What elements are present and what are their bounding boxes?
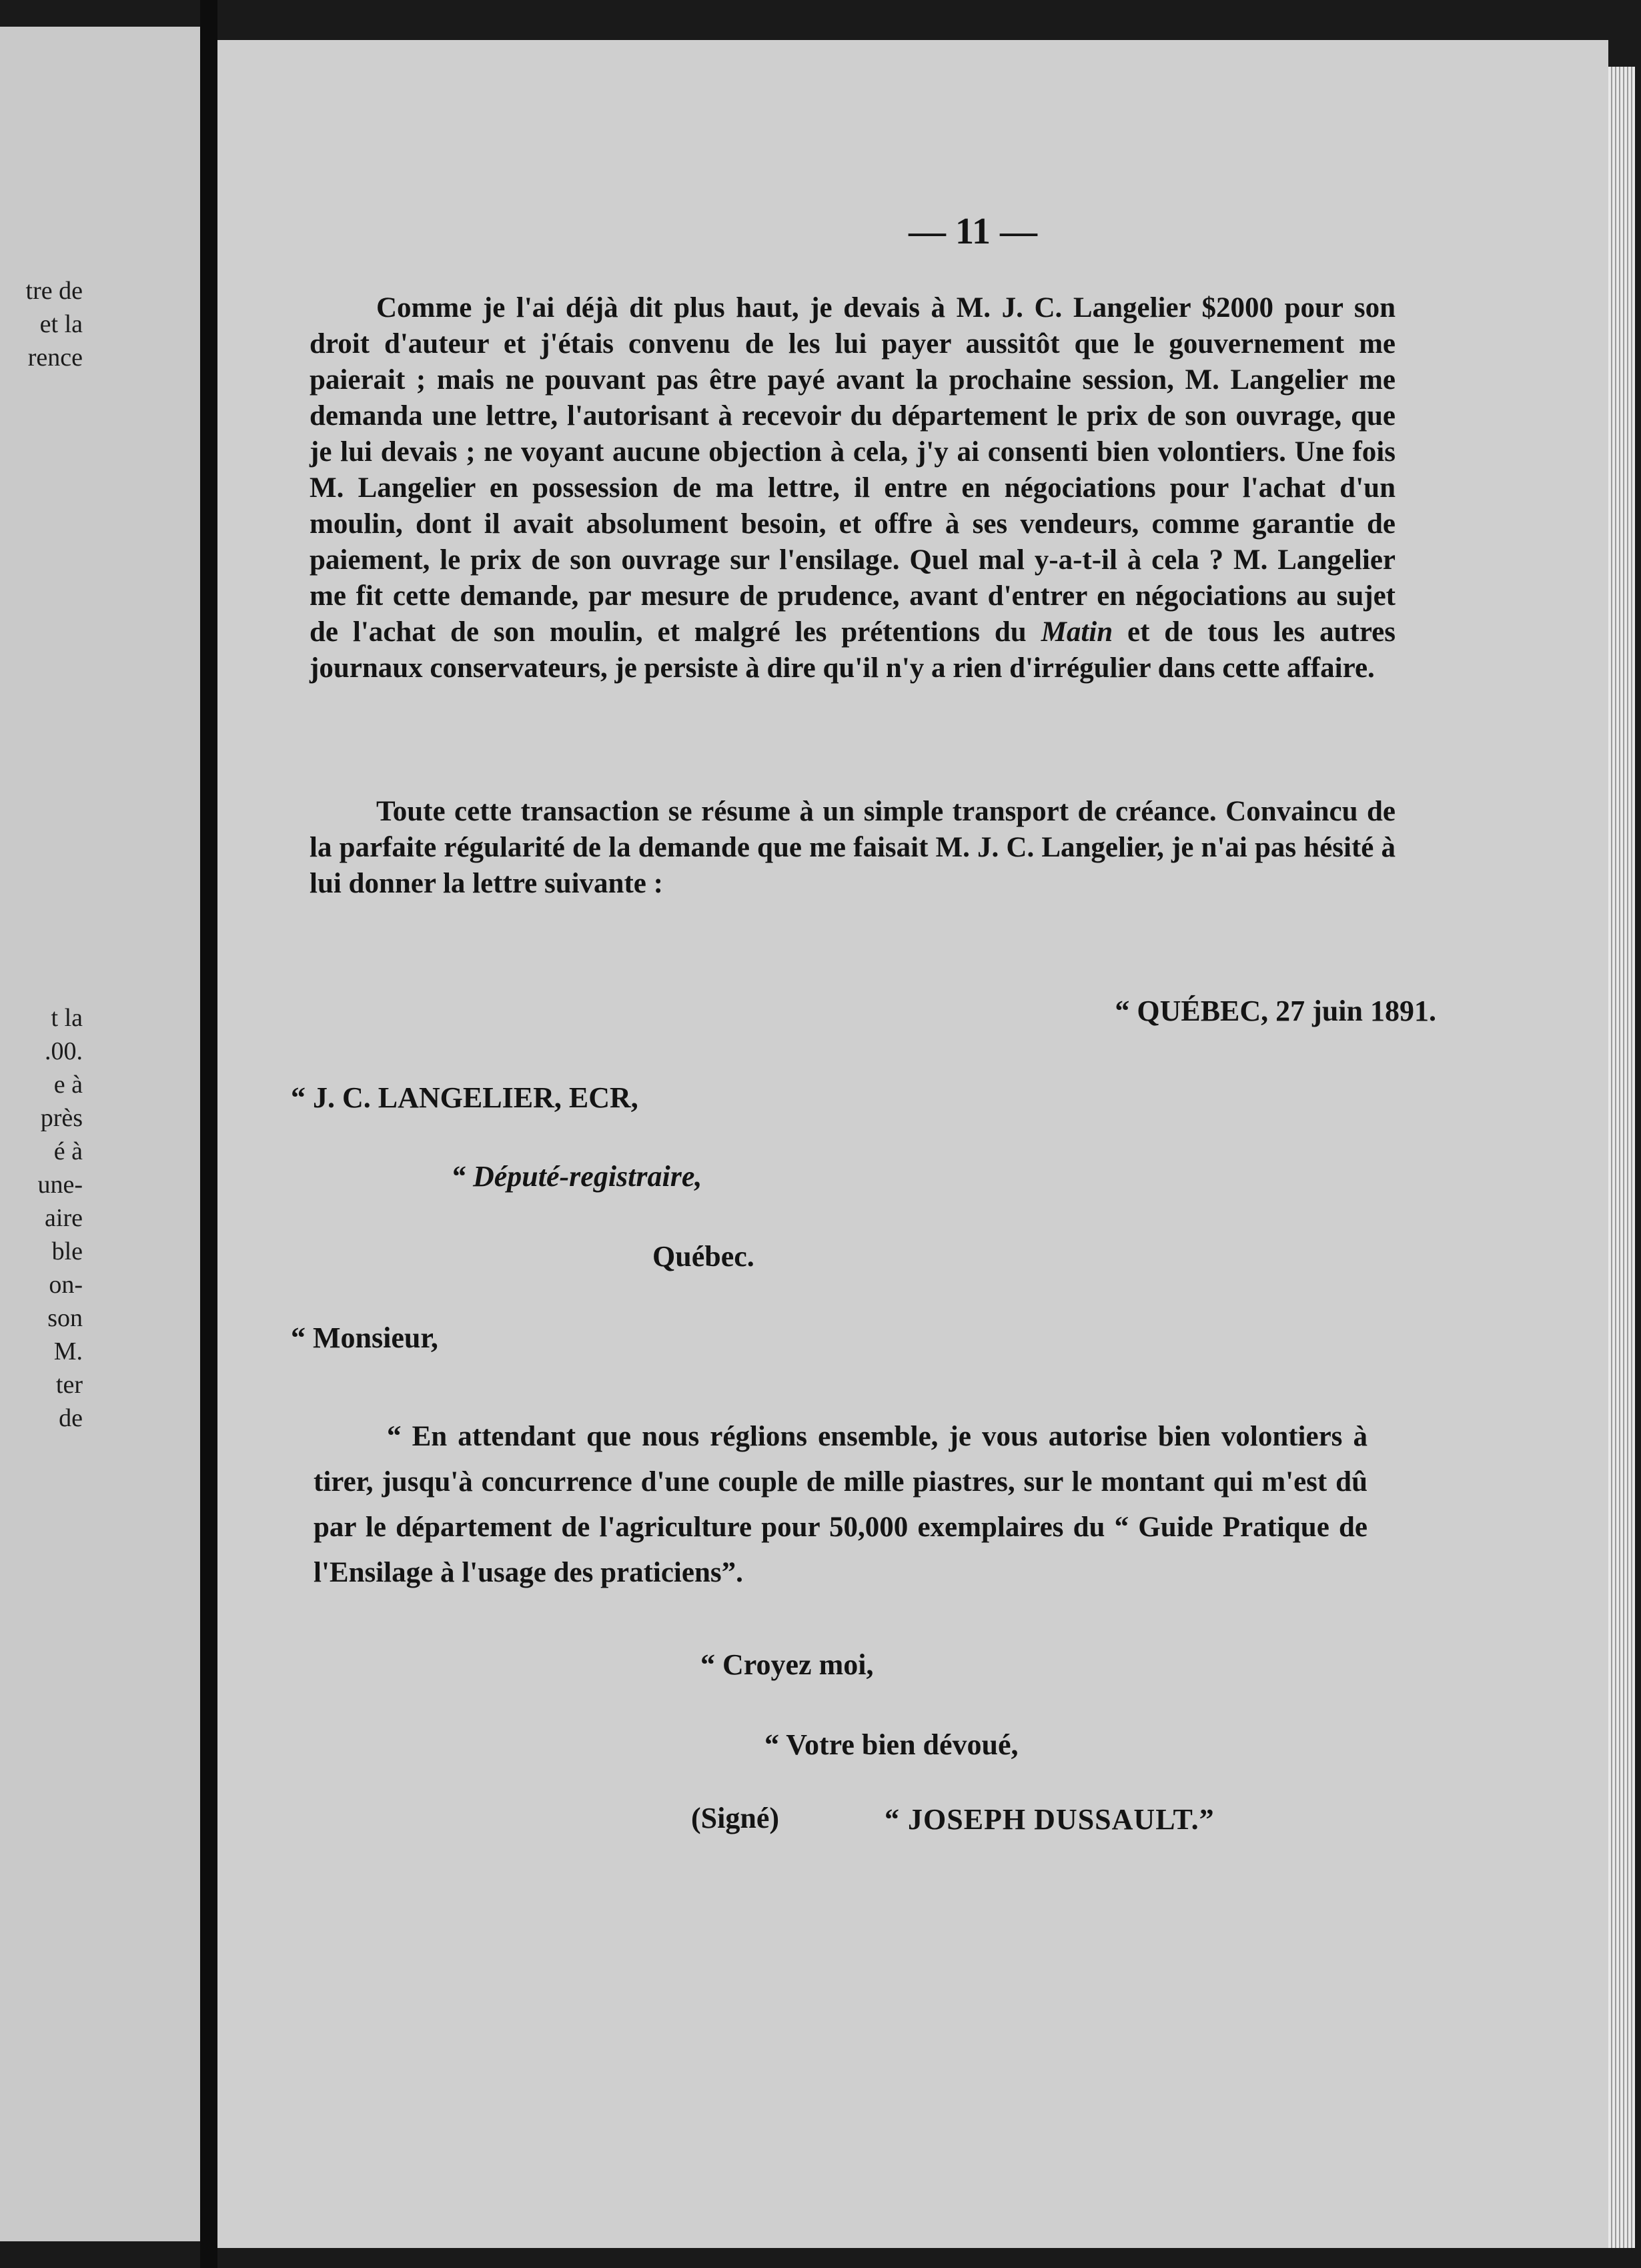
left-fragment: e à bbox=[53, 1071, 83, 1099]
left-fragment: une- bbox=[37, 1171, 83, 1199]
left-fragment: son bbox=[47, 1304, 83, 1332]
book-gutter bbox=[200, 0, 217, 2268]
left-fragment: t la bbox=[51, 1004, 83, 1032]
letter-closing-devoted: “ Votre bien dévoué, bbox=[764, 1728, 1019, 1761]
left-fragment: de bbox=[59, 1404, 83, 1432]
paragraph-2: Toute cette transaction se résume à un simple transport de créance. Convaincu de la parfaite régularité de la demande que me faisait M. J. C. Langelier, je n'ai pas hésité à lui donner la lettre suivante : bbox=[310, 796, 1396, 899]
left-fragment: et la bbox=[39, 310, 83, 338]
left-fragment: tre de bbox=[25, 277, 83, 305]
page-number: — 11 — bbox=[909, 211, 1037, 252]
letter-addressee-title: “ Député-registraire, bbox=[451, 1160, 702, 1193]
page-edge bbox=[1608, 67, 1635, 2248]
left-fragment: .00. bbox=[45, 1037, 83, 1065]
paragraph-1 bbox=[310, 290, 1396, 686]
left-fragment: é à bbox=[53, 1137, 83, 1165]
letter-city: Québec. bbox=[652, 1240, 754, 1273]
left-fragment: près bbox=[40, 1104, 83, 1132]
letter-dateline: “ QUÉBEC, 27 juin 1891. bbox=[1115, 995, 1436, 1027]
paragraph-1-text: Comme je l'ai déjà dit plus haut, je devais à M. J. C. Langelier $2000 pour son droit d'auteur et j'étais convenu de les lui payer aussitôt que le gouvernement me paierait ; mais ne pouvant pas être payé avant la prochaine session, M. Langelier me demanda une lettre, l'autorisant à recevoir du département le prix de son ouvrage, que je lui devais ; ne voyant aucune objection à cela, j'y ai consenti bien volontiers. Une fois M. Langelier en possession de ma lettre, il entre en négociations pour l'achat d'un moulin, dont il avait absolument besoin, et offre à ses vendeurs, comme garantie de paiement, le prix de son ouvrage sur l'ensilage. Quel mal y-a-t-il à cela ? M. Langelier me fit cette demande, par mesure de prudence, avant d'entrer en négociations au sujet de l'achat de son moulin, et malgré les prétentions du bbox=[310, 292, 1396, 648]
letter-salutation: “ Monsieur, bbox=[291, 1321, 438, 1354]
left-fragment: rence bbox=[27, 344, 83, 372]
letter-closing: “ Croyez moi, bbox=[700, 1648, 874, 1681]
left-fragment: ter bbox=[55, 1371, 83, 1399]
letter-addressee: “ J. C. LANGELIER, ECR, bbox=[291, 1081, 638, 1114]
document-page bbox=[217, 40, 1608, 2248]
previous-page-strip bbox=[0, 27, 200, 2241]
signature: “ JOSEPH DUSSAULT.” bbox=[885, 1803, 1215, 1836]
letter-body: “ En attendant que nous réglions ensemble, je vous autorise bien volontiers à tirer, jusqu'à concurrence d'une couple de mille piastres, sur le montant qui m'est dû par le département de l'agriculture pour 50,000 exemplaires du “ Guide Pratique de l'Ensilage à l'usage des praticiens”. bbox=[314, 1421, 1368, 1588]
left-fragment: ble bbox=[51, 1237, 83, 1265]
left-fragment: on- bbox=[49, 1271, 83, 1299]
signed-label: (Signé) bbox=[691, 1802, 779, 1834]
left-fragment: M. bbox=[53, 1337, 83, 1365]
left-fragment: aire bbox=[45, 1204, 83, 1232]
paragraph-1-end: et de tous les autres journaux conservateurs, je persiste à dire qu'il n'y a rien d'irrégulier dans cette affaire. bbox=[310, 616, 1396, 684]
newspaper-name: Matin bbox=[1041, 616, 1113, 648]
